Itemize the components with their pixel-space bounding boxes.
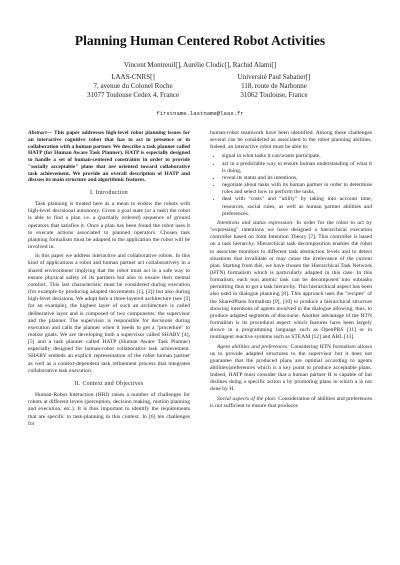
paragraph: Human-Robot Interaction (HRI) raises a number of challenges for robots at different levels (perception, decision making, motion planning and execution, etc.). It is thus important to identify the requirements that are specific to task-planning in this context. In [6] ten challenges for <box>28 392 190 427</box>
affiliation-right <box>204 73 344 101</box>
affiliation-line: 7, avenue du Colonel Roche <box>93 82 173 91</box>
list-item: • deal with "costs" and "utility" by taking into account time, resources, social rules, as well as human partner abilities and preferences. <box>222 196 372 217</box>
paragraph <box>210 396 372 410</box>
left-column <box>28 130 190 430</box>
abstract-label: Abstract <box>28 130 47 136</box>
paragraph: In this paper we address interactive and collaborative robots. In this kind of applications a robot and human partner act collaboratively in a shared environment implying that the robot must act in a safe way to ensure physical safety of its partners but also to ensure their mental comfort. This last characteristic must be considered during execution (for example by producing adapted movements [1], [2]) but also during high-level decisions. We adopt here a three-layered architecture (see [3] for an example), the highest layer of such an architecture is called deliberative layer and is composed of two components: the supervisor and the planner. The supervisor is responsible for decisions during execution and calls the planner when it needs to get a "procedure" to realize goals. We are developing both a supervisor called SHARY [4], [5] and a task planner called HATP (Human Aware Task Planner) especially designed for human-robot collaborative task achievement. SHARY embeds an explicit representation of the robot human partner as well as a context-dependent task refinement process that integrates collaborative task execution. <box>28 253 190 374</box>
paragraph <box>210 220 372 342</box>
section-heading-introduction: I. Introduction <box>90 190 128 196</box>
paragraph-text: In order for the robot to act by "expressing" intentions we have designed a hierarchical execution controller based on Joint Intention Theory [7]. This controller is based on a task hierarchy. Hierarchical task decomposition enables the robot to associate monitors to different task abstraction levels and to detect situations that invalidate or may cause the irrelevance of the current plan. Starting from this, we have chosen the Hierarchical Task Network (HTN) formalism which is particularly adapted in this case. In this formalism, each non atomic task can be decomposed into subtasks permitting thus to get a task hierarchy. This hierarchical aspect has been also used in dialogue planning [8]. This approach uses the "recipes" of the SharedPlans formalism [9], [10] to produce a hierarchical structure showing intentions of agents involved in the dialogue allowing, thus, to produce adapted segments of discourse. Another advantage of the HTN formalism is its procedural aspect which features have been largely shown in a programming language such as OpenPRS [11] or in multiagent reactive systems such as STEAM [12] and ABL [13]. <box>210 219 372 341</box>
paper-title: Planning Human Centered Robot Activities <box>74 33 326 48</box>
abstract-text: — This paper addresses high-level robot planning issues for an interactive cognitive robot that has to act in presence or in collaboration with a human partner. We describe a task planner called HATP (for Human Aware Task Planner). HATP is especially designed to handle a set of human-centered constraints in order to provide "socially acceptable" plans that are oriented toward collaborative task achievement. We provide an overall description of HATP and discuss its main structure and algorithmic features. <box>28 130 190 184</box>
paragraph <box>210 344 372 394</box>
affiliation-line: 31077 Toulouse Cedex 4, France <box>86 91 180 100</box>
subheading: Intentions and status expression: <box>217 219 294 226</box>
paragraph-text: Considering HTN formalism allows us to provide adapted structures to the supervisor but it does not guarantee that the produced plans are optimal according to agents abilities/preferences which is a key point to produce acceptable plans. Indeed, HATP must consider that a human partner H is capable of but dislikes doing a specific action a by promoting plans in which a is not done by H. <box>210 343 372 393</box>
right-column <box>210 130 372 412</box>
subheading: Social aspects of the plan: <box>217 395 277 402</box>
list-item: • signal in what tasks it can/wants participate, <box>222 153 372 160</box>
requirements-list <box>210 153 372 217</box>
affiliation-line: 31062 Toulouse, France <box>240 91 308 100</box>
list-item: • act in a predictable way to ensure human understanding of what it is doing, <box>222 161 372 175</box>
section-heading-context: II. Context and Objectives <box>74 380 144 387</box>
author-email: firstname.lastname@laas.fr <box>156 110 244 117</box>
list-item: • negotiate about tasks with its human partner in order to determine roles and select how to perform the tasks, <box>222 182 372 196</box>
subheading: Agent abilities and preferences: <box>217 343 289 350</box>
affiliation-line: LAAS-CNRS[] <box>111 73 155 81</box>
paragraph: human-robot teamwork have been identified. Among these challenges several can be considered as associated to the robot planning abilities. Indeed, an interactive robot must be able to: <box>210 130 372 151</box>
abstract <box>28 130 190 184</box>
paragraph-text: Consideration of abilities and preferences is not sufficient to ensure that produces <box>210 395 372 409</box>
paragraph: Task planning is treated here as a mean to endow the robots with high-level decisional autonomy. Given a goal state (or a task) the robot is able to find a plan i.e. a (partially ordered) sequence of ground operators that satisfies it. Once a plan has been found the robot uses it to execute actions associated to planned operators. Chosen task planning formalism must be adapted to the application the robot will be involved in. <box>28 201 190 251</box>
affiliation-line: Université Paul Sabatier[] <box>237 73 311 81</box>
author-list: Vincent Montreuil[], Aurélie Clodic[], Rachid Alami[] <box>123 61 277 69</box>
affiliation-left <box>58 73 208 101</box>
list-item: • reveal its status and its intentions, <box>222 175 372 182</box>
affiliation-line: 118, route de Narbonne <box>241 82 307 91</box>
